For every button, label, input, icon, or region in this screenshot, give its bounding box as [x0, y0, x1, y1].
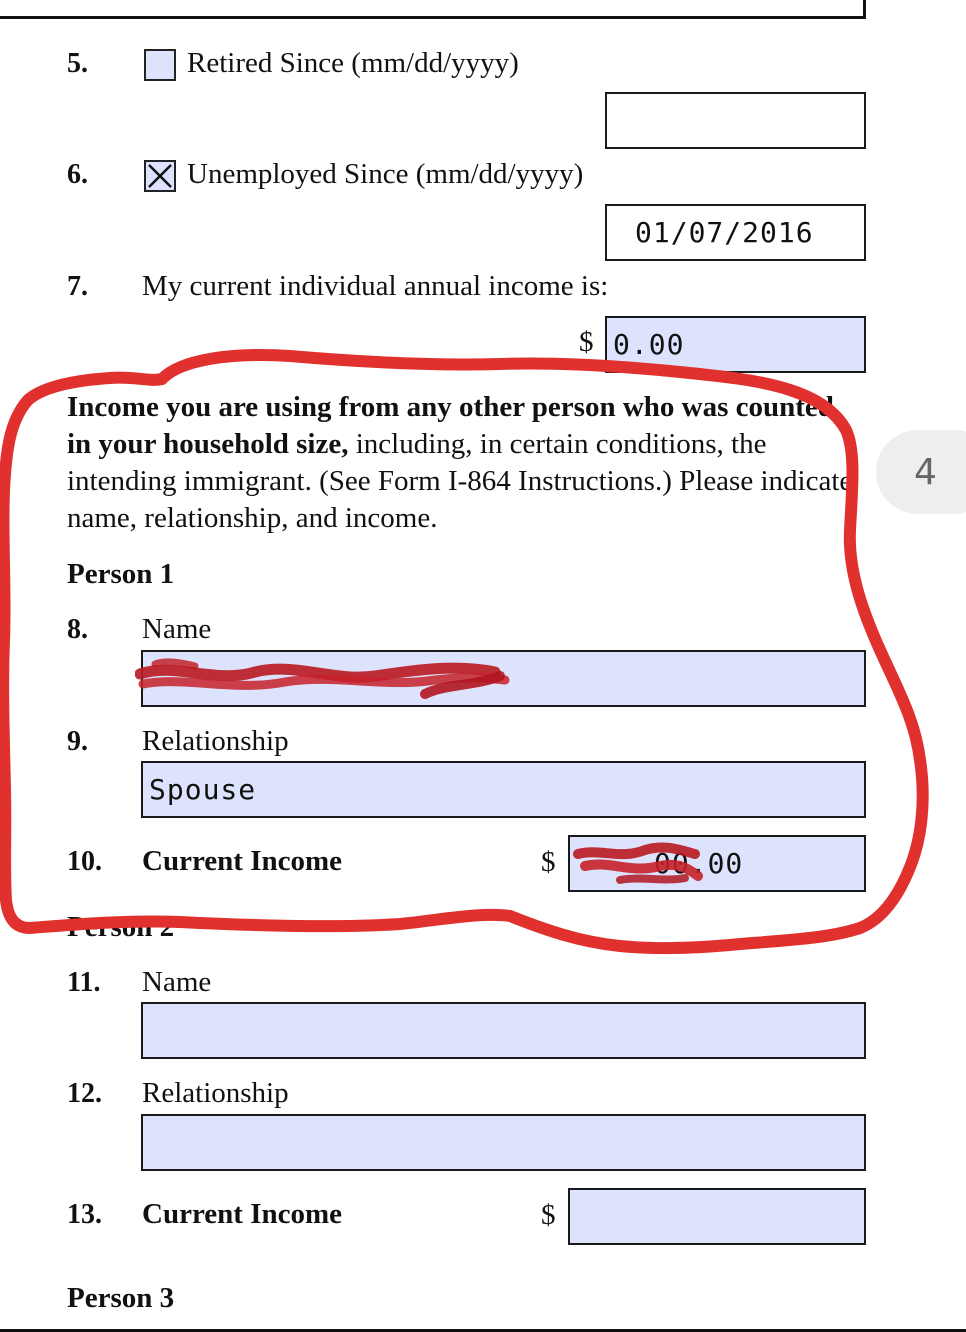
person-3-heading: Person 3 — [67, 1282, 175, 1314]
page-number-indicator[interactable]: 4 — [876, 430, 966, 514]
household-instructions-rest: including, in certain conditions, the intending immigrant. (See Form I-864 Instructions.) Please indicate name, relationship, and income. — [67, 428, 853, 534]
person-2-relationship-label: Relationship — [142, 1077, 289, 1109]
person-1-heading: Person 1 — [67, 558, 175, 590]
item-9-number: 9. — [67, 726, 88, 757]
redaction-scribble-income — [570, 840, 705, 888]
person-2-relationship-field[interactable] — [141, 1114, 866, 1171]
person-2-name-field[interactable] — [141, 1002, 866, 1059]
unemployed-since-field[interactable]: 01/07/2016 — [605, 204, 866, 261]
person-1-income-currency: $ — [541, 846, 556, 878]
annual-income-field[interactable]: 0.00 — [605, 316, 866, 373]
checkbox-x-icon — [146, 162, 174, 190]
person-1-income-label: Current Income — [142, 845, 343, 877]
person-2-name-label: Name — [142, 966, 212, 998]
person-1-name-label: Name — [142, 613, 212, 645]
person-2-heading: Person 2 — [67, 911, 175, 943]
person-1-income-field[interactable]: 00.00 — [568, 835, 866, 892]
retired-since-label: Retired Since (mm/dd/yyyy) — [187, 47, 519, 79]
redaction-scribble-name — [135, 654, 525, 710]
item-12-number: 12. — [67, 1078, 102, 1109]
unemployed-since-label: Unemployed Since (mm/dd/yyyy) — [187, 158, 584, 190]
item-11-number: 11. — [67, 967, 101, 998]
person-1-relationship-label: Relationship — [142, 725, 289, 757]
item-13-number: 13. — [67, 1199, 102, 1230]
retired-checkbox[interactable] — [144, 49, 176, 81]
item-6-number: 6. — [67, 159, 88, 190]
previous-field-box — [0, 0, 866, 19]
household-instructions-bold: Income you are using from any other person who was counted in your household size, — [67, 391, 834, 460]
item-7-number: 7. — [67, 271, 88, 302]
household-instructions — [67, 389, 857, 537]
person-2-income-label: Current Income — [142, 1198, 343, 1230]
annual-income-label: My current individual annual income is: — [142, 270, 609, 302]
item-8-number: 8. — [67, 614, 88, 645]
income-currency-symbol: $ — [579, 326, 594, 358]
person-1-relationship-field[interactable]: Spouse — [141, 761, 866, 818]
person-2-income-field[interactable] — [568, 1188, 866, 1245]
person-2-income-currency: $ — [541, 1199, 556, 1231]
retired-since-field[interactable] — [605, 92, 866, 149]
item-5-number: 5. — [67, 48, 88, 79]
item-10-number: 10. — [67, 846, 102, 877]
unemployed-checkbox[interactable] — [144, 160, 176, 192]
